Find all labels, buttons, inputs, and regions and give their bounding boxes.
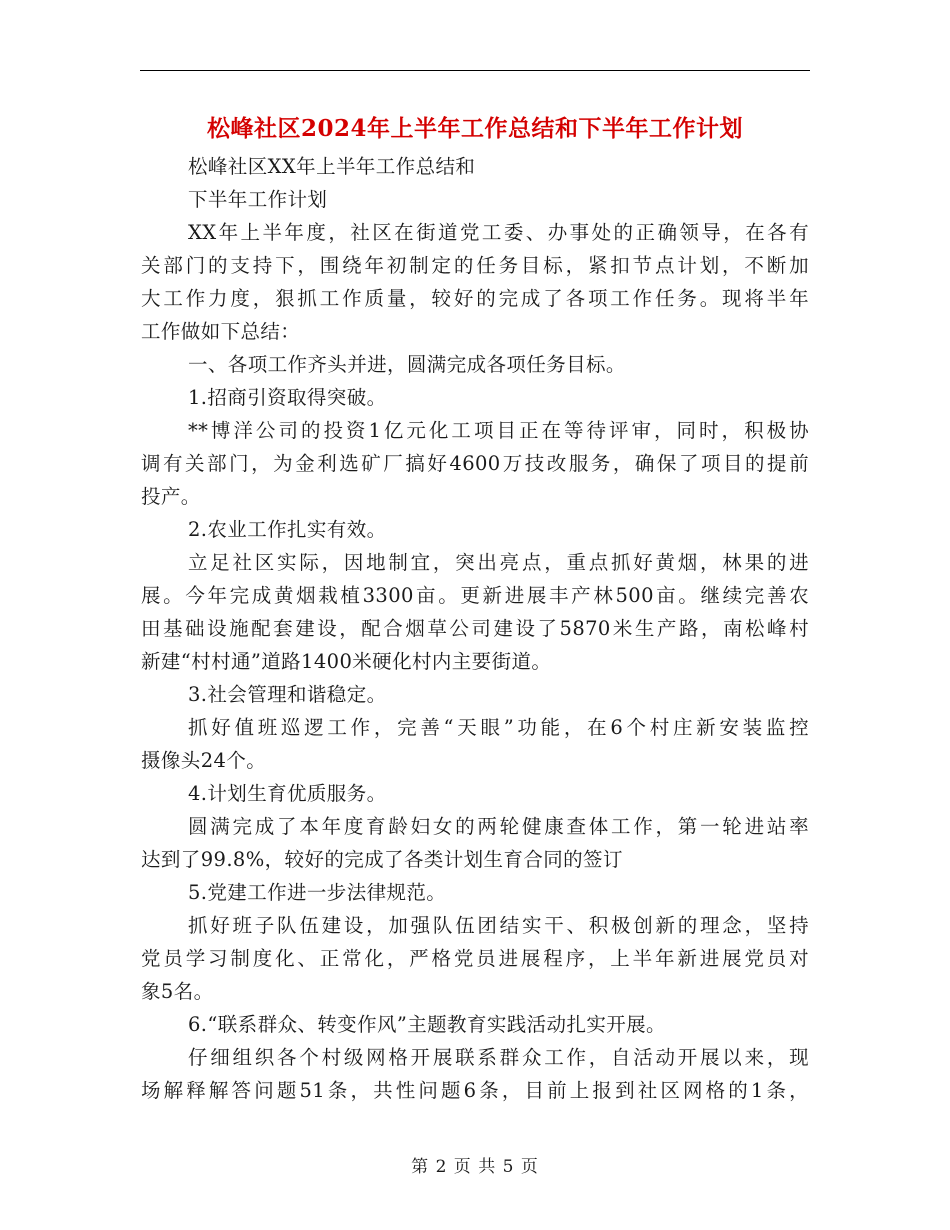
text-line: 抓好值班巡逻工作，完善“天眼”功能，在6个村庄新安装监控: [188, 716, 809, 739]
document-title: 松峰社区2024年上半年工作总结和下半年工作计划: [206, 115, 743, 142]
text-line: 仔细组织各个村级网格开展联系群众工作，自活动开展以来，现: [188, 1046, 809, 1069]
text-line: 党员学习制度化、正常化，严格党员进展程序，上半年新进展党员对: [141, 947, 809, 970]
text-line: 6.“联系群众、转变作风”主题教育实践活动扎实开展。: [188, 1013, 666, 1036]
text-line: 摄像头24个。: [141, 749, 267, 772]
text-line: 场解释解答问题51条，共性问题6条，目前上报到社区网格的1条，: [141, 1079, 809, 1102]
text-line: 立足社区实际，因地制宜，突出亮点，重点抓好黄烟，林果的进: [188, 551, 809, 574]
text-line: 关部门的支持下，围绕年初制定的任务目标，紧扣节点计划，不断加: [141, 254, 809, 277]
text-line: 投产。: [141, 485, 201, 508]
text-line: 2.农业工作扎实有效。: [188, 518, 387, 541]
text-line: 调有关部门，为金利选矿厂搞好4600万技改服务，确保了项目的提前: [141, 452, 809, 475]
text-line: 松峰社区XX年上半年工作总结和: [188, 155, 476, 178]
text-line: 1.招商引资取得突破。: [188, 386, 387, 409]
text-line: XX年上半年度，社区在街道党工委、办事处的正确领导，在各有: [188, 221, 809, 244]
text-line: 下半年工作计划: [188, 188, 328, 211]
header-rule: [140, 70, 810, 71]
page-number: 第 2 页 共 5 页: [411, 1157, 539, 1177]
text-line: 5.党建工作进一步法律规范。: [188, 881, 447, 904]
text-line: 大工作力度，狠抓工作质量，较好的完成了各项工作任务。现将半年: [141, 287, 809, 310]
text-line: 工作做如下总结：: [141, 320, 301, 343]
text-line: 田基础设施配套建设，配合烟草公司建设了5870米生产路，南松峰村: [141, 617, 809, 640]
text-line: 4.计划生育优质服务。: [188, 782, 387, 805]
text-line: 圆满完成了本年度育龄妇女的两轮健康查体工作，第一轮进站率: [188, 815, 809, 838]
text-line: **博洋公司的投资1亿元化工项目正在等待评审，同时，积极协: [188, 419, 809, 442]
text-line: 达到了99.8%，较好的完成了各类计划生育合同的签订: [141, 848, 623, 871]
text-line: 3.社会管理和谐稳定。: [188, 683, 387, 706]
document-body: [141, 150, 809, 1107]
text-line: 一、各项工作齐头并进，圆满完成各项任务目标。: [188, 353, 626, 376]
text-line: 新建“村村通”道路1400米硬化村内主要街道。: [141, 650, 552, 673]
text-line: 展。今年完成黄烟栽植3300亩。更新进展丰产林500亩。继续完善农: [141, 584, 809, 607]
text-line: 抓好班子队伍建设，加强队伍团结实干、积极创新的理念，坚持: [188, 914, 809, 937]
page-footer: [0, 1152, 950, 1177]
text-line: 象5名。: [141, 980, 214, 1003]
